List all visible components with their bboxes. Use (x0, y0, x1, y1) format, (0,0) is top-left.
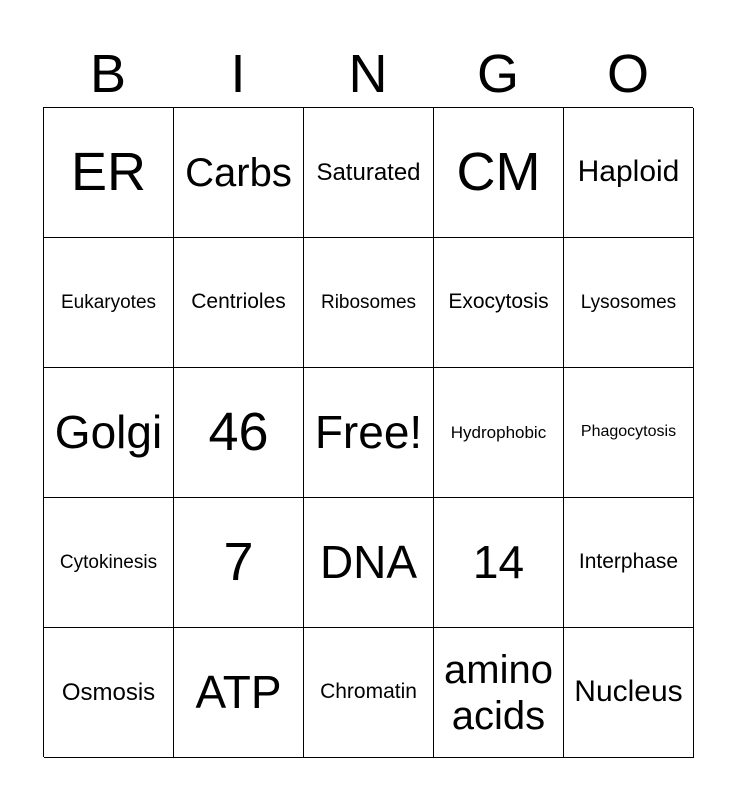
free-space-cell: Free! (304, 368, 434, 498)
bingo-cell: Lysosomes (564, 238, 694, 368)
bingo-cell: Hydrophobic (434, 368, 564, 498)
bingo-cell: 46 (174, 368, 304, 498)
bingo-cell: Chromatin (304, 628, 434, 758)
bingo-cell: Interphase (564, 498, 694, 628)
header-letter-n: N (348, 44, 388, 104)
bingo-cell: Exocytosis (434, 238, 564, 368)
bingo-cell: ER (44, 108, 174, 238)
header-letter-b: B (89, 44, 127, 104)
bingo-cell: Phagocytosis (564, 368, 694, 498)
bingo-header (43, 42, 693, 106)
bingo-cell: 7 (174, 498, 304, 628)
bingo-cell: Centrioles (174, 238, 304, 368)
bingo-cell: Cytokinesis (44, 498, 174, 628)
bingo-cell: Golgi (44, 368, 174, 498)
bingo-cell: Osmosis (44, 628, 174, 758)
header-letter-g: G (476, 44, 519, 104)
bingo-cell: CM (434, 108, 564, 238)
bingo-cell: Saturated (304, 108, 434, 238)
bingo-cell: Nucleus (564, 628, 694, 758)
bingo-cell: DNA (304, 498, 434, 628)
bingo-cell: Ribosomes (304, 238, 434, 368)
bingo-board (43, 107, 693, 757)
bingo-cell: 14 (434, 498, 564, 628)
bingo-cell: Carbs (174, 108, 304, 238)
bingo-cell: amino acids (434, 628, 564, 758)
header-letter-o: O (606, 44, 649, 104)
bingo-cell: Eukaryotes (44, 238, 174, 368)
bingo-cell: ATP (174, 628, 304, 758)
header-letter-i: I (230, 44, 246, 104)
bingo-cell: Haploid (564, 108, 694, 238)
